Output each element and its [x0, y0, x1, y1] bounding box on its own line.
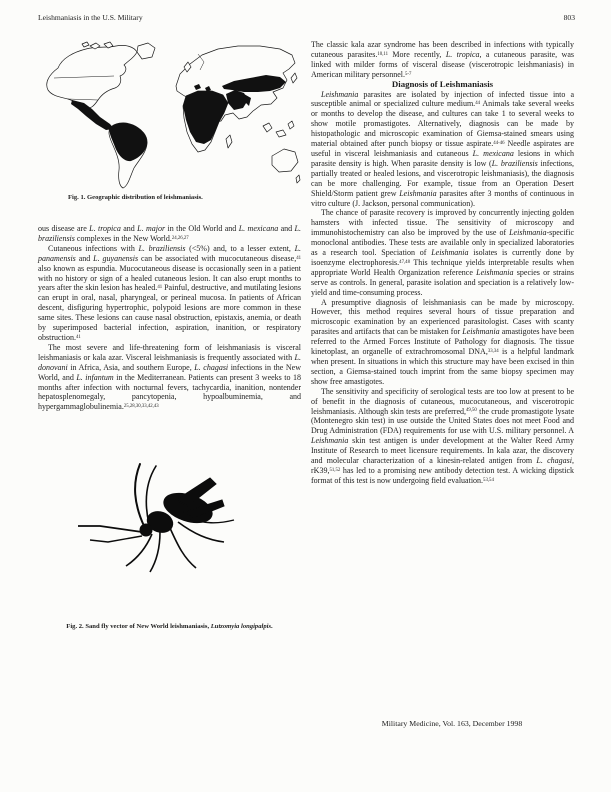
running-head: Leishmaniasis in the U.S. Military	[38, 13, 143, 22]
section-heading: Diagnosis of Leishmaniasis	[391, 78, 494, 89]
journal-footer: Military Medicine, Vol. 163, December 1998	[381, 719, 523, 728]
page-number: 803	[563, 13, 575, 22]
sand-fly-image	[38, 426, 301, 621]
right-column	[311, 40, 574, 486]
left-column	[38, 40, 301, 631]
figure-1	[38, 40, 301, 202]
right-column-body-text: Leishmania parasites are isolated by injection of infected tissue into a susceptible animal or specialized culture medium.$^{44}$ Animals take several weeks or months to develop the disease, and cultures can take 1 to several weeks to show motile promastigotes. Alternatively, diagnosis can be made by histopathologic and microscopic examination of Giemsa-stained smears using material obtained after punch biopsy or tissue aspirate.$^{44-46}$ Needle aspirates are useful in visceral leishmaniasis and cutaneous L. mexicana lesions in which parasite density is high. When parasite density is low (L. braziliensis infections, partially treated or healed lesions, and viscerotropic leishmaniasis), the diagnosis can be more challenging. For example, tissue from an Operation Desert Shield/Storm patient grew Leishmania parasites after 3 months of continuous in vitro culture (J. Jackson, personal communication). The chance of parasite recovery is improved by concurrently injecting golden hamsters with infected tissue. The sensitivity of microscopy and immunohistochemistry can also be improved by the use of Leishmania-specific monoclonal antibodies. These tests are available only in specialized laboratories as a research tool. Speciation of Leishmania isolates is currently done by isoenzyme electrophoresis.$^{47,48}$ This technique yields interpretable results when appropriate World Health Organization reference Leishmania species or strains serve as controls. In general, parasite isolation and speciation is a relatively low-yield and time-consuming process. A presumptive diagnosis of leishmaniasis can be made by microscopy. However, this method requires several hours of tissue preparation and microscopic examination by an experienced parasitologist. Cases with scanty parasites and artifacts that can be mistaken for Leishmania amastigotes have been referred to the Armed Forces Institute of Pathology for diagnosis. The tissue kinetoplast, an organelle of extrachromosomal DNA,$^{33,34}$ is a helpful landmark when present. In situations in which this structure may have been excised in thin section, a Giemsa-stained touch imprint from the same biopsy specimen may show free amastigotes. The sensitivity and specificity of serological tests are too low at present to be of benefit in the diagnosis of cutaneous, mucocutaneous, and viscerotropic leishmaniasis. Although skin tests are preferred,$^{49,50}$ the crude promastigote lysate (Montenegro skin test) in use outside the United States does not meet Food and Drug Administration (FDA) requirements for use with U.S. military personnel. A Leishmania skin test antigen is under development at the Walter Reed Army Institute of Research to meet licensure requirements. In kala azar, the discovery and molecular characterization of a kinesin-related antigen from L. chagasi, rK39,$^{51,52}$ has led to a promising new antibody detection test. A wicking dipstick format of this test is now undergoing field evaluation.$^{53,54}$	[311, 89, 575, 485]
figure-2-caption: Fig. 2. Sand fly vector of New World leishmaniasis, Lutzomyia longipalpis.	[66, 623, 273, 631]
right-column-intro-text: The classic kala azar syndrome has been described in infections with typically cutaneous parasites.$^{10,11}$ More recently, L. tropica, a cutaneous parasite, was linked with milder forms of visceral disease (viscerotropic leishmaniasis) in American military personnel.$^{5-7}$	[311, 40, 574, 79]
world-map-image	[38, 40, 301, 190]
left-column-text: ous disease are L. tropica and L. major in the Old World and L. mexicana and L. braziliensis complexes in the New World.$^{24,26,27}$ Cutaneous infections with L. braziliensis (<5%) and, to a lesser extent, L. panamensis and L. guyanensis can be associated with mucocutaneous disease,$^{41}$ also known as espundia. Mucocutaneous disease is occasionally seen in a patient with no history or sign of a healed cutaneous lesion. It can also erupt months to years after the skin lesion has healed.$^{41}$ Painful, destructive, and mutilating lesions can erupt in oral, nasal, pharyngeal, or perineal mucosa. In patients of African descent, disfiguring hypertrophic, polypoid lesions are more common in these same sites. These lesions can cause nasal obstruction, epistaxis, anemia, or death by superimposed bacterial infection, aspiration, inanition, or respiratory obstruction.$^{41}$ The most severe and life-threatening form of leishmaniasis is visceral leishmaniasis or kala azar. Visceral leishmaniasis is frequently associated with L. donovani in Africa, Asia, and southern Europe, L. chagasi infections in the New World, and L. infantum in the Mediterranean. Patients can present 3 weeks to 18 months after infection with nocturnal fevers, tachycardia, inanition, nontender hepatosplenomegaly, pancytopenia, hypoalbuminemia, and hypergammaglobulinemia.$^{25,28,30,33,42,43}$	[38, 224, 302, 412]
figure-1-caption: Fig. 1. Geographic distribution of leishmaniasis.	[68, 194, 203, 201]
australia-outline	[272, 149, 298, 172]
figure-2	[38, 426, 301, 631]
greenland-outline	[137, 43, 155, 59]
sand-fly-silhouette	[78, 464, 234, 572]
